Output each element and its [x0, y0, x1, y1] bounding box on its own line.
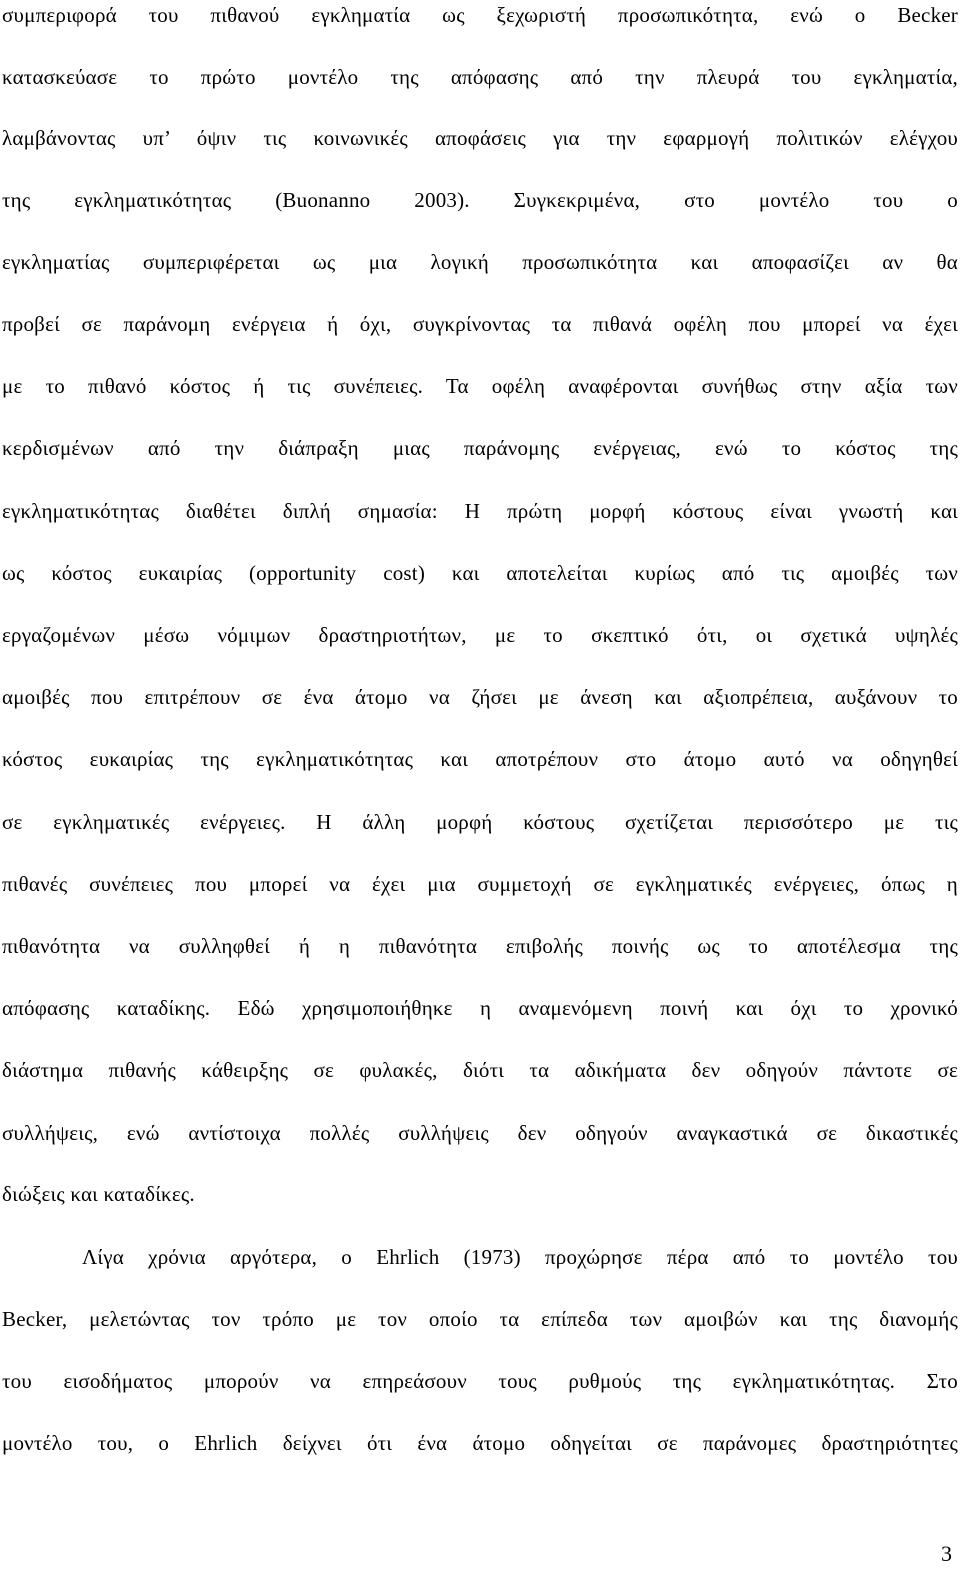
text-line: διώξεις και καταδίκες. — [2, 1182, 195, 1206]
text-line: απόφασης καταδίκης. Εδώ χρησιμοποιήθηκε η αναμενόμενη ποινή και όχι το χρονικό — [2, 996, 958, 1020]
text-line: μοντέλο του, ο Ehrlich δείχνει ότι ένα άτομο οδηγείται σε παράνομες δραστηριότητες — [2, 1431, 958, 1455]
text-line: λαμβάνοντας υπ’ όψιν τις κοινωνικές αποφάσεις για την εφαρμογή πολιτικών ελέγχου — [2, 126, 958, 150]
text-line: συμπεριφορά του πιθανού εγκληματία ως ξεχωριστή προσωπικότητα, ενώ ο Becker — [2, 3, 958, 27]
text-line: εργαζομένων μέσω νόμιμων δραστηριοτήτων, με το σκεπτικό ότι, οι σχετικά υψηλές — [2, 623, 958, 647]
text-line: κόστος ευκαιρίας της εγκληματικότητας και αποτρέπουν στο άτομο αυτό να οδηγηθεί — [2, 747, 958, 771]
text-line: κατασκεύασε το πρώτο μοντέλο της απόφασης από την πλευρά του εγκληματία, — [2, 65, 958, 89]
text-line: της εγκληματικότητας (Buonanno 2003). Συγκεκριμένα, στο μοντέλο του ο — [2, 188, 958, 212]
page-number: 3 — [941, 1541, 952, 1566]
text-line: πιθανές συνέπειες που μπορεί να έχει μια συμμετοχή σε εγκληματικές ενέργειες, όπως η — [2, 872, 958, 896]
text-line: διάστημα πιθανής κάθειρξης σε φυλακές, διότι τα αδικήματα δεν οδηγούν πάντοτε σε — [2, 1058, 958, 1082]
text-line: Becker, μελετώντας τον τρόπο με τον οποίο τα επίπεδα των αμοιβών και της διανομής — [2, 1307, 958, 1331]
text-line: εγκληματικότητας διαθέτει διπλή σημασία: Η πρώτη μορφή κόστους είναι γνωστή και — [2, 499, 958, 523]
text-line: Λίγα χρόνια αργότερα, ο Ehrlich (1973) προχώρησε πέρα από το μοντέλο του — [82, 1245, 958, 1269]
text-line: συλλήψεις, ενώ αντίστοιχα πολλές συλλήψεις δεν οδηγούν αναγκαστικά σε δικαστικές — [2, 1121, 958, 1145]
text-line: του εισοδήματος μπορούν να επηρεάσουν τους ρυθμούς της εγκληματικότητας. Στο — [2, 1369, 958, 1393]
text-line: ως κόστος ευκαιρίας (opportunity cost) και αποτελείται κυρίως από τις αμοιβές των — [2, 561, 958, 585]
text-line: πιθανότητα να συλληφθεί ή η πιθανότητα επιβολής ποινής ως το αποτέλεσμα της — [2, 934, 958, 958]
text-line: με το πιθανό κόστος ή τις συνέπειες. Τα οφέλη αναφέρονται συνήθως στην αξία των — [2, 374, 958, 398]
text-line: κερδισμένων από την διάπραξη μιας παράνομης ενέργειας, ενώ το κόστος της — [2, 436, 958, 460]
text-line: προβεί σε παράνομη ενέργεια ή όχι, συγκρίνοντας τα πιθανά οφέλη που μπορεί να έχει — [2, 312, 958, 336]
text-line: εγκληματίας συμπεριφέρεται ως μια λογική προσωπικότητα και αποφασίζει αν θα — [2, 250, 958, 274]
text-line: αμοιβές που επιτρέπουν σε ένα άτομο να ζήσει με άνεση και αξιοπρέπεια, αυξάνουν το — [2, 685, 958, 709]
text-line: σε εγκληματικές ενέργειες. Η άλλη μορφή κόστους σχετίζεται περισσότερο με τις — [2, 810, 958, 834]
